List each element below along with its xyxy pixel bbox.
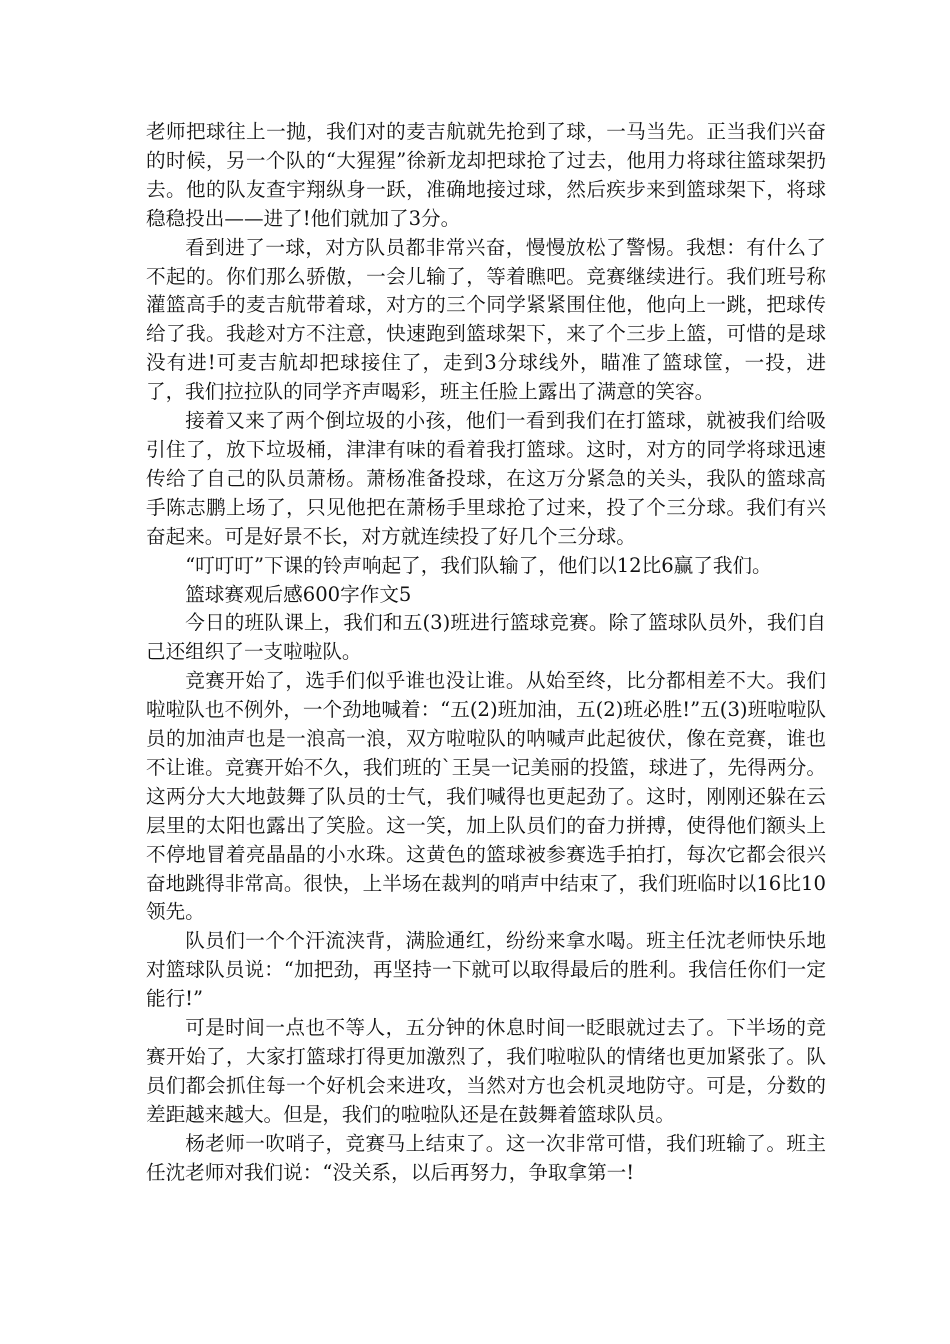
paragraph-10: 杨老师一吹哨子，竞赛马上结束了。这一次非常可惜，我们班输了。班主任沈老师对我们说：“没关系，以后再努力，争取拿第一! [146,1131,826,1184]
paragraph-7: 竞赛开始了，选手们似乎谁也没让谁。从始至终，比分都相差不大。我们啦啦队也不例外，一个劲地喊着：“五(2)班加油，五(2)班必胜!”五(3)班啦啦队员的加油声也是一浪高一浪，双方啦啦队的呐喊声此起彼伏，像在竞赛，谁也不让谁。竞赛开始不久，我们班的`王昊一记美丽的投篮，球进了，先得两分。这两分大大地鼓舞了队员的士气，我们喊得也更起劲了。这时，刚刚还躲在云层里的太阳也露出了笑脸。这一笑，加上队员们的奋力拼搏，使得他们额头上不停地冒着亮晶晶的小水珠。这黄色的篮球被参赛选手拍打，每次它都会很兴奋地跳得非常高。很快，上半场在裁判的哨声中结束了，我们班临时以16比10领先。 [146,669,826,924]
paragraph-1: 老师把球往上一抛，我们对的麦吉航就先抢到了球，一马当先。正当我们兴奋的时候，另一个队的“大猩猩”徐新龙却把球抢了过去，他用力将球往篮球架扔去。他的队友查宇翔纵身一跃，准确地接过球，然后疾步来到篮球架下，将球稳稳投出——进了!他们就加了3分。 [146,120,826,230]
paragraph-4: “叮叮叮”下课的铃声响起了，我们队输了，他们以12比6赢了我们。 [185,553,772,577]
paragraph-6: 今日的班队课上，我们和五(3)班进行篮球竞赛。除了篮球队员外，我们自己还组织了一支啦啦队。 [146,611,826,664]
paragraph-9: 可是时间一点也不等人，五分钟的休息时间一眨眼就过去了。下半场的竞赛开始了，大家打篮球打得更加激烈了，我们啦啦队的情绪也更加紧张了。队员们都会抓住每一个好机会来进攻，当然对方也会机灵地防守。可是，分数的差距越来越大。但是，我们的啦啦队还是在鼓舞着篮球队员。 [146,1016,826,1126]
section-heading: 篮球赛观后感600字作文5 [185,582,412,606]
paragraph-3: 接着又来了两个倒垃圾的小孩，他们一看到我们在打篮球，就被我们给吸引住了，放下垃圾桶，津津有味的看着我打篮球。这时，对方的同学将球迅速传给了自己的队员萧杨。萧杨准备投球，在这万分紧急的关头，我队的篮球高手陈志鹏上场了，只见他把在萧杨手里球抢了过来，投了个三分球。我们有兴奋起来。可是好景不长，对方就连续投了好几个三分球。 [146,409,826,548]
document-body [146,118,826,1188]
paragraph-2: 看到进了一球，对方队员都非常兴奋，慢慢放松了警惕。我想：有什么了不起的。你们那么骄傲，一会儿输了，等着瞧吧。竞赛继续进行。我们班号称灌篮高手的麦吉航带着球，对方的三个同学紧紧围住他，他向上一跳，把球传给了我。我趁对方不注意，快速跑到篮球架下，来了个三步上篮，可惜的是球没有进!可麦吉航却把球接住了，走到3分球线外，瞄准了篮球筐，一投，进了，我们拉拉队的同学齐声喝彩，班主任脸上露出了满意的笑容。 [146,235,826,404]
paragraph-8: 队员们一个个汗流浃背，满脸通红，纷纷来拿水喝。班主任沈老师快乐地对篮球队员说：“加把劲，再坚持一下就可以取得最后的胜利。我信任你们一定能行!” [146,929,826,1011]
